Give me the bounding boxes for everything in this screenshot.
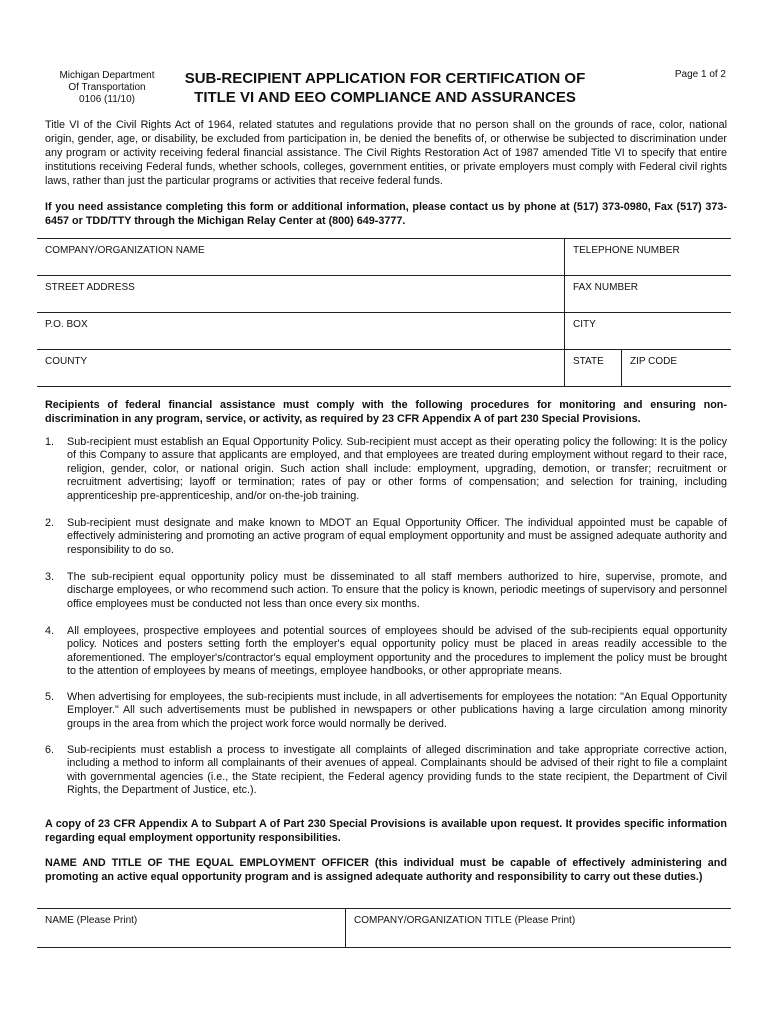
zip-code-field[interactable] xyxy=(622,350,732,387)
field-label: CITY xyxy=(573,319,596,330)
list-item xyxy=(45,517,727,557)
item-number: 3. xyxy=(45,571,55,583)
county-field[interactable] xyxy=(37,350,565,387)
item-text: Sub-recipient must establish an Equal Opportunity Policy. Sub-recipient must accept as their operating policy the following: It is the policy of this Company to assure that applicants are employed, and that employees are treated during employment without regard to their race, religion, gender, color, or national origin. Such action shall include: employment, upgrading, demotion, or transfer; recruitment or recruitment advertising; layoff or termination; rates of pay or other forms of compensation; and selection for training, including apprenticeship pre-apprenticeship, and/or on-the-job training. xyxy=(67,436,727,502)
agency-block xyxy=(48,70,166,106)
item-text: The sub-recipient equal opportunity policy must be disseminated to all staff members authorized to hire, supervise, promote, and discharge employees, or who recommend such action. To ensure that the policy is known, periodic meetings of supervisory and personnel office employees must be conducted not less than once every six months. xyxy=(67,571,727,610)
telephone-field[interactable] xyxy=(565,239,732,276)
item-number: 5. xyxy=(45,691,55,703)
item-number: 2. xyxy=(45,517,55,529)
intro-paragraph: Title VI of the Civil Rights Act of 1964, related statutes and regulations provide that no person shall on the grounds of race, color, national origin, gender, age, or disability, be excluded from participation in, be denied the benefits of, or otherwise be subjected to discrimination under any program or activity receiving federal financial assistance. The Civil Rights Restoration Act of 1987 amended Title VI to specify that entire institutions receiving Federal funds, whether schools, colleges, government entities, or private employers must comply with Federal civil rights laws, rather than just the particular programs or activities that receive federal funds. xyxy=(45,119,727,187)
field-label: COMPANY/ORGANIZATION NAME xyxy=(45,245,205,256)
officer-heading: NAME AND TITLE OF THE EQUAL EMPLOYMENT OFFICER (this individual must be capable of effectively administering and promoting an active equal opportunity program and is assigned adequate authority and responsibility to carry out these duties.) xyxy=(45,857,727,883)
list-item xyxy=(45,436,727,503)
list-item xyxy=(45,691,727,731)
officer-form xyxy=(37,908,731,948)
field-label: STREET ADDRESS xyxy=(45,282,135,293)
officer-title-field[interactable] xyxy=(346,909,732,948)
recipients-heading: Recipients of federal financial assistance must comply with the following procedures for monitoring and ensuring non-discrimination in any program, service, or activity, as required by 23 CFR Appendix A of part 230 Special Provisions. xyxy=(45,399,727,425)
field-label: STATE xyxy=(573,356,604,367)
field-label: FAX NUMBER xyxy=(573,282,639,293)
agency-line: Michigan Department xyxy=(59,70,155,81)
organization-form xyxy=(37,238,731,387)
agency-line: Of Transportation xyxy=(68,82,146,93)
copy-note: A copy of 23 CFR Appendix A to Subpart A of Part 230 Special Provisions is available upon request. It provides specific information regarding equal employment opportunity responsibilities. xyxy=(45,818,727,844)
form-number: 0106 (11/10) xyxy=(79,94,135,105)
list-item xyxy=(45,744,727,798)
field-label: NAME (Please Print) xyxy=(45,915,138,926)
page-title xyxy=(160,69,610,107)
field-label: P.O. BOX xyxy=(45,319,88,330)
officer-name-field[interactable] xyxy=(37,909,346,948)
fax-field[interactable] xyxy=(565,276,732,313)
field-label: COMPANY/ORGANIZATION TITLE (Please Print) xyxy=(354,915,576,926)
item-number: 1. xyxy=(45,436,55,448)
company-name-field[interactable] xyxy=(37,239,565,276)
state-field[interactable] xyxy=(565,350,622,387)
item-text: When advertising for employees, the sub-recipients must include, in all advertisements for employees the notation: "An Equal Opportunity Employer." All such advertisements must be published in newspapers or other publications having a large circulation among minority groups in the area from which the project work force would normally be derived. xyxy=(67,691,727,730)
assistance-paragraph: If you need assistance completing this form or additional information, please contact us by phone at (517) 373-0980, Fax (517) 373-6457 or TDD/TTY through the Michigan Relay Center at (800) 649-3777. xyxy=(45,201,727,227)
field-label: ZIP CODE xyxy=(630,356,678,367)
item-text: Sub-recipient must designate and make known to MDOT an Equal Opportunity Officer. The individual appointed must be capable of effectively administering and promoting an active program of equal employment opportunity and must be assigned adequate authority and responsibility to do so. xyxy=(67,517,727,556)
field-label: TELEPHONE NUMBER xyxy=(573,245,680,256)
list-item xyxy=(45,625,727,679)
title-line-1: SUB-RECIPIENT APPLICATION FOR CERTIFICATION OF xyxy=(184,70,586,87)
field-label: COUNTY xyxy=(45,356,88,367)
item-text: All employees, prospective employees and potential sources of employees should be advised of the sub-recipients equal opportunity policy. Notices and posters setting forth the employer's equal opportunity policy must be placed in areas readily accessible to the aforementioned. The employer's/contractor's equal employment opportunity and the procedures to implement the policy must be brought to the attention of employees by means of meetings, employee handbooks, or other appropriate means. xyxy=(67,625,727,678)
list-item xyxy=(45,571,727,611)
po-box-field[interactable] xyxy=(37,313,565,350)
title-line-2: TITLE VI AND EEO COMPLIANCE AND ASSURANCES xyxy=(194,89,576,106)
item-text: Sub-recipients must establish a process to investigate all complaints of alleged discrimination and take appropriate corrective action, including a method to inform all complainants of their avenues of appeal. Complainants should be advised of their right to file a complaint with governmental agencies (i.e., the State recipient, the Federal agency providing funds to the state recipient, the Department of Civil Rights, the Department of Justice, etc.). xyxy=(67,744,727,797)
street-address-field[interactable] xyxy=(37,276,565,313)
item-number: 4. xyxy=(45,625,55,637)
city-field[interactable] xyxy=(565,313,732,350)
item-number: 6. xyxy=(45,744,55,756)
page-number: Page 1 of 2 xyxy=(674,69,726,80)
